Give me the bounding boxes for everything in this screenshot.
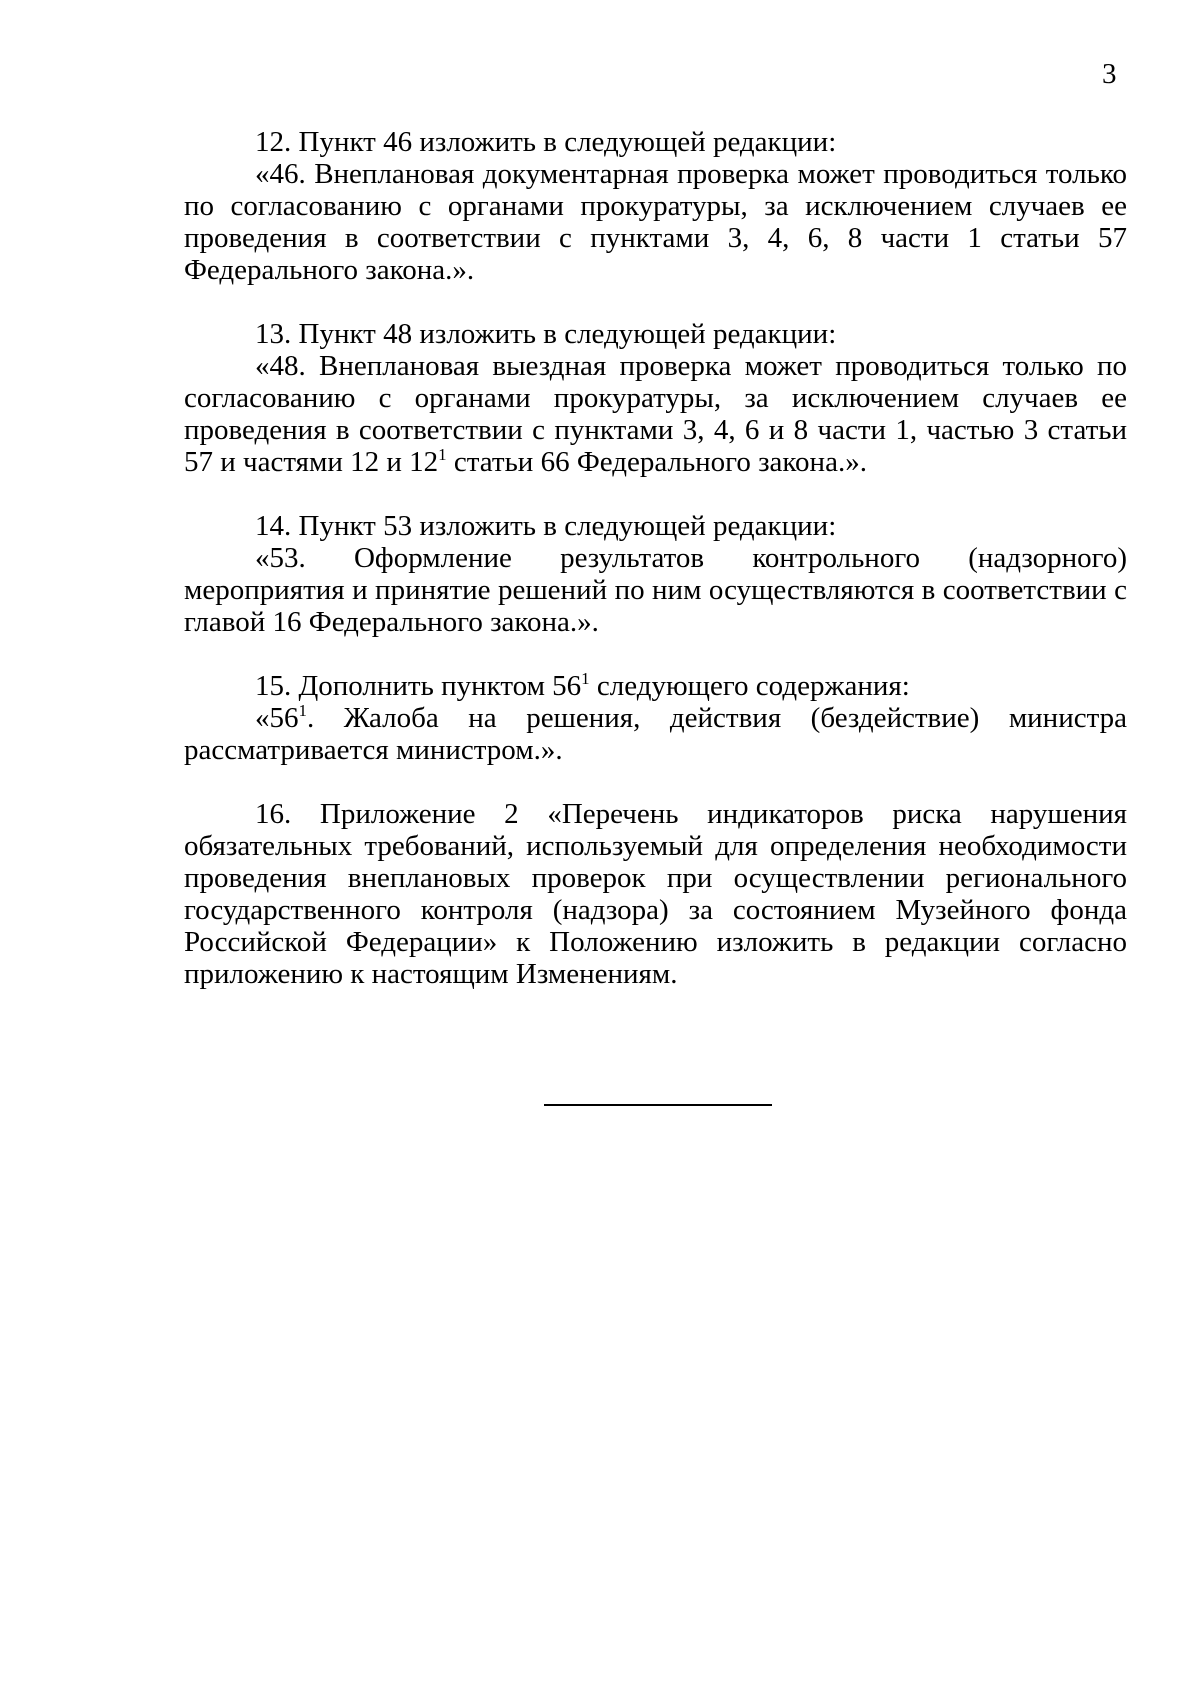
amendment-text: «53. Оформление результатов контрольного (надзорного) мероприятия и принятие решений по ним осуществляются в соответствии с главой 16 Федерального закона.». [184, 542, 1127, 638]
amendment-text-part: . Жалоба на решения, действия (бездействие) министра рассматривается министром.». [184, 702, 1127, 766]
superscript-index: 1 [581, 669, 590, 688]
amendment-item-14 [184, 510, 1127, 638]
end-of-document-rule [544, 1104, 772, 1106]
document-body [184, 126, 1127, 1022]
superscript-index: 1 [438, 445, 447, 464]
amendment-item-16 [184, 798, 1127, 990]
amendment-text-part: статьи 66 Федерального закона.». [446, 446, 867, 478]
amendment-text [184, 702, 1127, 766]
amendment-heading: 13. Пункт 48 изложить в следующей редакции: [255, 318, 837, 350]
amendment-item-13 [184, 318, 1127, 478]
superscript-index: 1 [298, 701, 307, 720]
amendment-text-part: «48. Внеплановая выездная проверка может проводиться только по согласованию с органами прокуратуры, за исключением случаев ее проведения в соответствии с пунктами 3, 4, 6 и 8 части 1, частью 3 статьи 57 и частями 12 и 12 [184, 350, 1127, 478]
amendment-text: 16. Приложение 2 «Перечень индикаторов риска нарушения обязательных требований, используемый для определения необходимости проведения внеплановых проверок при осуществлении регионального государственного контроля (надзора) за состоянием Музейного фонда Российской Федерации» к Положению изложить в редакции согласно приложению к настоящим Изменениям. [184, 798, 1127, 990]
amendment-heading-part: 15. Дополнить пунктом 56 [255, 670, 582, 702]
amendment-heading: 12. Пункт 46 изложить в следующей редакции: [255, 126, 837, 158]
amendment-text [184, 350, 1127, 478]
amendment-item-12 [184, 126, 1127, 286]
amendment-text: «46. Внеплановая документарная проверка может проводиться только по согласованию с органами прокуратуры, за исключением случаев ее проведения в соответствии с пунктами 3, 4, 6, 8 части 1 статьи 57 Федерального закона.». [184, 158, 1127, 286]
amendment-heading: 14. Пункт 53 изложить в следующей редакции: [255, 510, 837, 542]
amendment-text-part: «56 [255, 702, 299, 734]
page-number: 3 [1102, 58, 1117, 90]
amendment-heading-part: следующего содержания: [589, 670, 910, 702]
amendment-heading [184, 670, 1127, 702]
amendment-item-15 [184, 670, 1127, 766]
